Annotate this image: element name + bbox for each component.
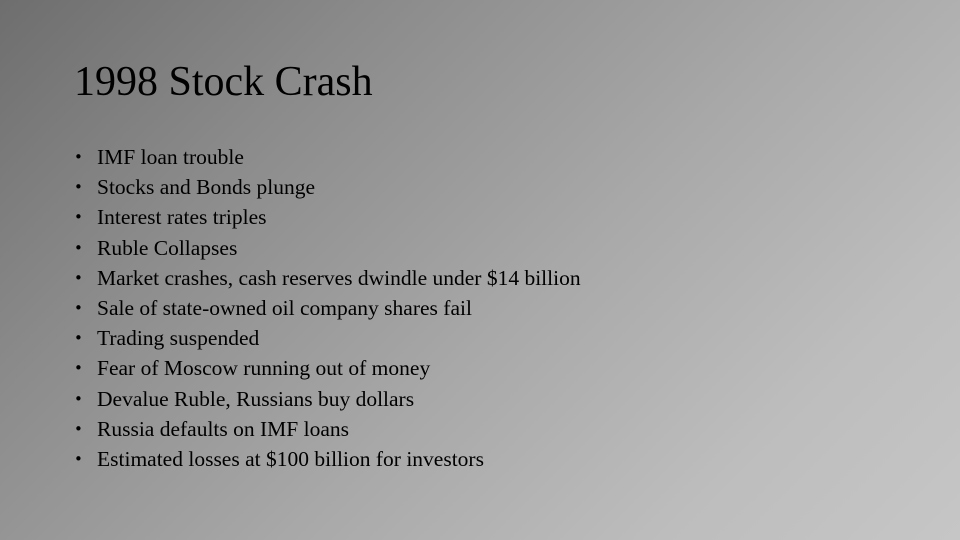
bullet-icon: • bbox=[74, 449, 83, 468]
bullet-item bbox=[74, 263, 581, 293]
bullet-item bbox=[74, 233, 581, 263]
bullet-icon: • bbox=[74, 389, 83, 408]
bullet-icon: • bbox=[74, 238, 83, 257]
bullet-text: Market crashes, cash reserves dwindle under $14 billion bbox=[97, 265, 581, 290]
bullet-icon: • bbox=[74, 268, 83, 287]
bullet-icon: • bbox=[74, 359, 83, 378]
bullet-list bbox=[74, 142, 581, 474]
bullet-icon: • bbox=[74, 178, 83, 197]
bullet-text: Russia defaults on IMF loans bbox=[97, 416, 350, 441]
bullet-text: Ruble Collapses bbox=[97, 235, 238, 260]
bullet-icon: • bbox=[74, 298, 83, 317]
bullet-text: Estimated losses at $100 billion for investors bbox=[97, 446, 484, 471]
bullet-text: Trading suspended bbox=[97, 326, 260, 351]
bullet-icon: • bbox=[74, 148, 83, 166]
bullet-text: Sale of state-owned oil company shares fail bbox=[97, 295, 472, 320]
bullet-item bbox=[74, 384, 581, 414]
bullet-text: Fear of Moscow running out of money bbox=[97, 356, 431, 381]
bullet-item bbox=[74, 444, 581, 474]
bullet-item bbox=[74, 142, 581, 172]
bullet-icon: • bbox=[74, 419, 83, 438]
bullet-text: Stocks and Bonds plunge bbox=[97, 175, 315, 200]
bullet-item bbox=[74, 323, 581, 353]
bullet-item bbox=[74, 202, 581, 232]
bullet-icon: • bbox=[74, 208, 83, 227]
bullet-item bbox=[74, 293, 581, 323]
bullet-item bbox=[74, 414, 581, 444]
bullet-text: Interest rates triples bbox=[97, 205, 267, 230]
slide-title: 1998 Stock Crash bbox=[74, 59, 373, 105]
bullet-item bbox=[74, 353, 581, 383]
bullet-icon: • bbox=[74, 329, 83, 348]
bullet-text: Devalue Ruble, Russians buy dollars bbox=[97, 386, 415, 411]
bullet-text: IMF loan trouble bbox=[97, 145, 244, 169]
bullet-item bbox=[74, 172, 581, 202]
